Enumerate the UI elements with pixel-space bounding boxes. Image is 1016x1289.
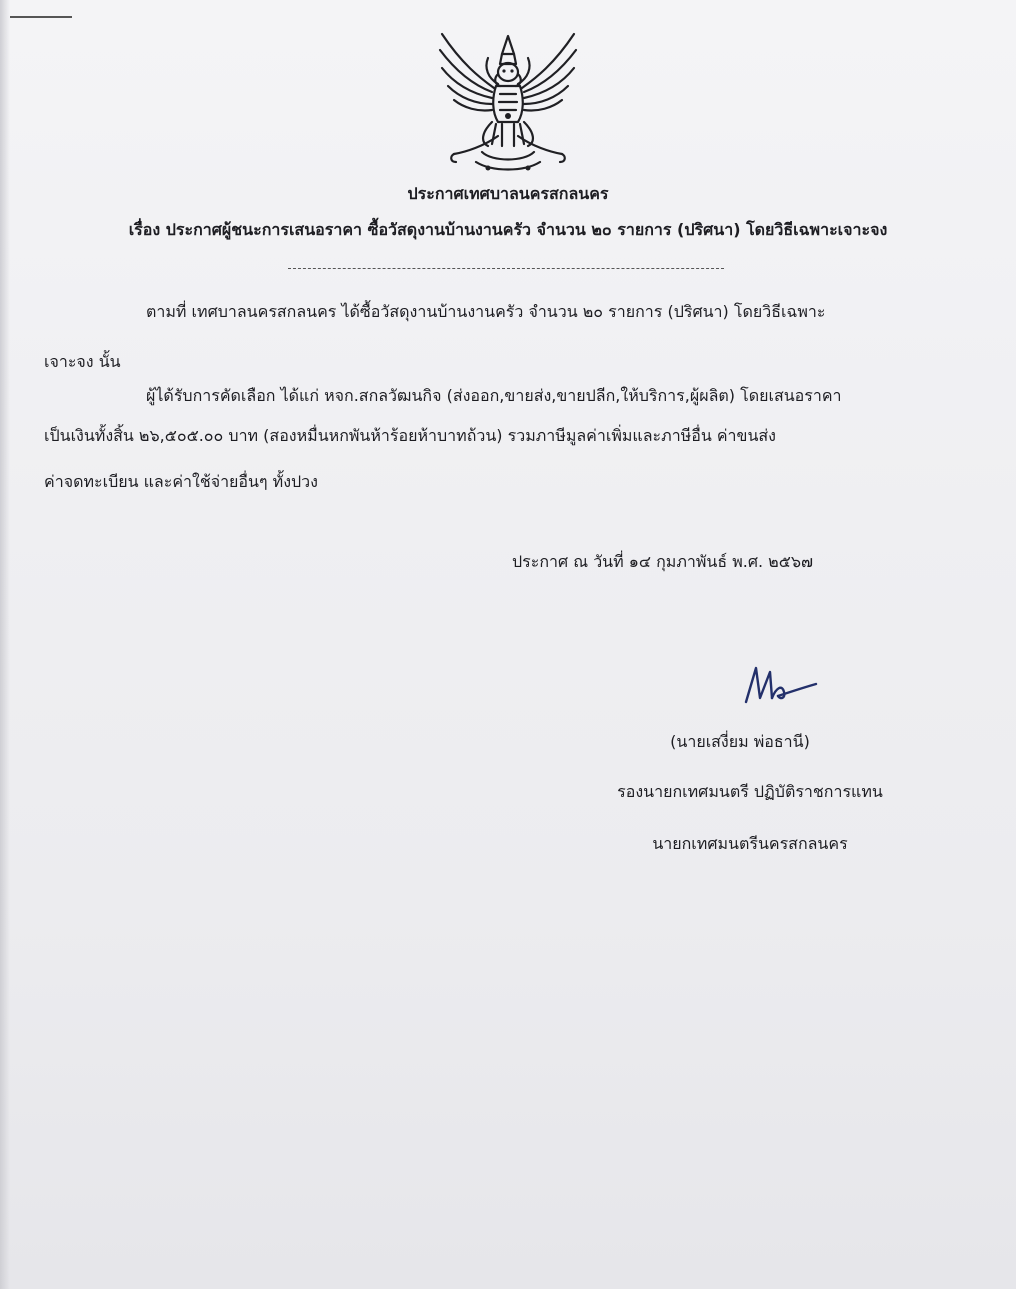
paragraph-1-line-1: ตามที่ เทศบาลนครสกลนคร ได้ซื้อวัสดุงานบ้านงานครัว จำนวน ๒๐ รายการ (ปริศนา) โดยวิธีเฉพาะ	[146, 302, 826, 321]
announcement-date: ประกาศ ณ วันที่ ๑๔ กุมภาพันธ์ พ.ศ. ๒๕๖๗	[512, 552, 813, 571]
paragraph-2-line-1: ผู้ได้รับการคัดเลือก ได้แก่ หจก.สกลวัฒนกิจ (ส่งออก,ขายส่ง,ขายปลีก,ให้บริการ,ผู้ผลิต) โดยเสนอราคา	[146, 386, 842, 405]
signatory-name: (นายเสงี่ยม พ่อธานี)	[670, 732, 810, 751]
signatory-position-line-1: รองนายกเทศมนตรี ปฏิบัติราชการแทน	[617, 782, 883, 801]
paragraph-2-line-3: ค่าจดทะเบียน และค่าใช้จ่ายอื่นๆ ทั้งปวง	[44, 472, 318, 491]
announcement-title: ประกาศเทศบาลนครสกลนคร	[407, 184, 609, 203]
scan-mark	[10, 16, 72, 18]
garuda-emblem	[432, 28, 584, 174]
paragraph-1-line-2: เจาะจง นั้น	[44, 352, 121, 371]
signatory-position-line-2: นายกเทศมนตรีนครสกลนคร	[652, 834, 848, 853]
dashed-divider	[288, 268, 724, 269]
paragraph-2-line-2: เป็นเงินทั้งสิ้น ๒๖,๕๐๕.๐๐ บาท (สองหมื่นหกพันห้าร้อยห้าบาทถ้วน) รวมภาษีมูลค่าเพิ่มและภาษีอื่น ค่าขนส่ง	[44, 426, 776, 445]
announcement-subject: เรื่อง ประกาศผู้ชนะการเสนอราคา ซื้อวัสดุงานบ้านงานครัว จำนวน ๒๐ รายการ (ปริศนา) โดยวิธีเฉพาะเจาะจง	[128, 220, 888, 239]
handwritten-signature	[740, 662, 820, 710]
